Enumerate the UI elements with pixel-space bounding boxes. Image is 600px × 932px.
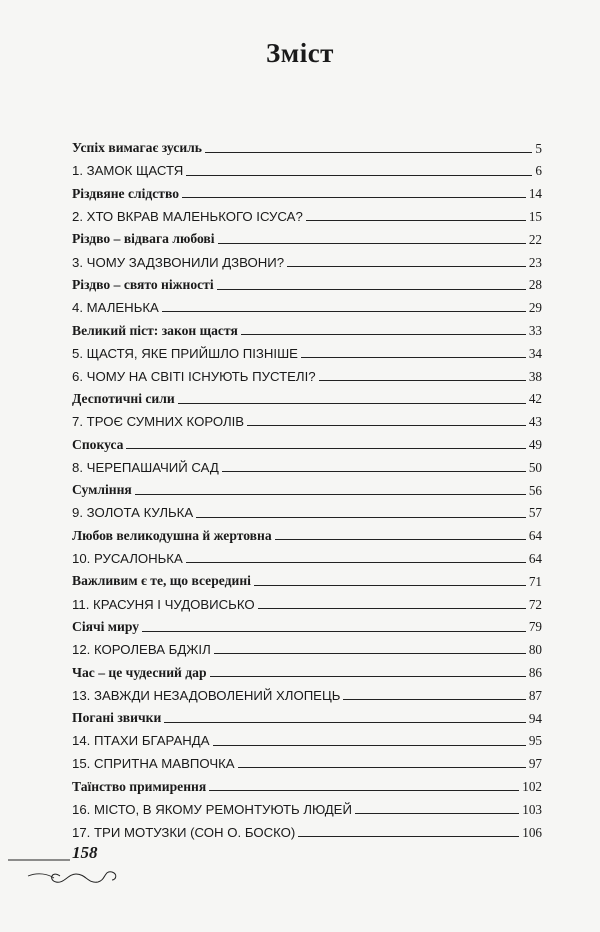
toc-entry-title: Великий піст: закон щастя [72, 322, 238, 338]
leader-line [287, 266, 526, 267]
toc-section-row [72, 269, 542, 292]
toc-story-row [72, 246, 542, 269]
leader-line [210, 676, 526, 677]
toc-section-row [72, 428, 542, 451]
toc-entry-title: 12. КОРОЛЕВА БДЖІЛ [72, 642, 211, 658]
toc-entry-title: Сумління [72, 482, 132, 498]
folio-ornament [8, 840, 128, 890]
toc-section-row [72, 132, 542, 155]
toc-entry-page: 15 [528, 208, 542, 224]
toc-entry-page: 64 [528, 550, 542, 566]
toc-entry-page: 57 [528, 505, 542, 521]
leader-line [196, 517, 526, 518]
toc-story-row [72, 360, 542, 383]
leader-line [301, 357, 526, 358]
leader-line [222, 471, 526, 472]
toc-story-row [72, 725, 542, 748]
toc-entry-page: 34 [528, 345, 542, 361]
toc-entry-page: 5 [535, 140, 542, 156]
toc-entry-title: Важливим є те, що всередині [72, 573, 251, 589]
leader-line [306, 220, 526, 221]
toc-entry-page: 95 [528, 733, 542, 749]
toc-section-row [72, 474, 542, 497]
leader-line [186, 562, 526, 563]
leader-line [142, 631, 526, 632]
toc-entry-title: Погані звички [72, 710, 162, 726]
toc-entry-page: 103 [522, 801, 542, 817]
toc-section-row [72, 314, 542, 337]
toc-entry-title: 17. ТРИ МОТУЗКИ (СОН О. БОСКО) [72, 824, 296, 840]
toc-story-row [72, 406, 542, 429]
toc-entry-title: 4. МАЛЕНЬКА [72, 300, 159, 316]
toc-entry-title: 8. ЧЕРЕПАШАЧИЙ САД [72, 459, 219, 475]
leader-line [355, 813, 519, 814]
toc-entry-title: Різдво – відвага любові [72, 231, 215, 247]
toc-entry-title: Час – це чудесний дар [72, 664, 207, 680]
toc-entry-title: 7. ТРОЄ СУМНИХ КОРОЛІВ [72, 414, 245, 430]
toc-entry-page: 56 [528, 482, 542, 498]
toc-entry-title: Спокуса [72, 436, 124, 452]
toc-story-row [72, 816, 542, 839]
toc-section-row [72, 565, 542, 588]
toc-entry-title: 3. ЧОМУ ЗАДЗВОНИЛИ ДЗВОНИ? [72, 254, 285, 270]
toc-story-row [72, 200, 542, 223]
table-of-contents [72, 132, 542, 839]
toc-entry-title: 10. РУСАЛОНЬКА [72, 550, 183, 566]
toc-entry-page: 87 [528, 687, 542, 703]
leader-line [182, 197, 526, 198]
leader-line [214, 653, 526, 654]
toc-story-row [72, 588, 542, 611]
toc-story-row [72, 748, 542, 771]
toc-entry-page: 50 [528, 459, 542, 475]
toc-entry-page: 106 [522, 824, 542, 840]
leader-line [217, 289, 526, 290]
toc-entry-title: Різдвяне слідство [72, 185, 180, 201]
toc-entry-title: 13. ЗАВЖДИ НЕЗАДОВОЛЕНИЙ ХЛОПЕЦЬ [72, 687, 341, 703]
leader-line [135, 494, 526, 495]
leader-line [343, 699, 525, 700]
toc-entry-title: 6. ЧОМУ НА СВІТІ ІСНУЮТЬ ПУСТЕЛІ? [72, 368, 316, 384]
leader-line [241, 334, 526, 335]
toc-entry-page: 86 [528, 664, 542, 680]
toc-story-row [72, 451, 542, 474]
toc-entry-title: 15. СПРИТНА МАВПОЧКА [72, 756, 235, 772]
toc-entry-page: 71 [528, 573, 542, 589]
toc-section-row [72, 520, 542, 543]
leader-line [254, 585, 526, 586]
toc-story-row [72, 679, 542, 702]
toc-entry-page: 79 [528, 619, 542, 635]
toc-entry-title: 1. ЗАМОК ЩАСТЯ [72, 163, 184, 179]
toc-entry-page: 22 [528, 231, 542, 247]
toc-entry-title: Любов великодушна й жертовна [72, 527, 272, 543]
leader-line [205, 152, 532, 153]
toc-entry-title: Деспотичні сили [72, 390, 175, 406]
toc-entry-title: Успіх вимагає зусиль [72, 140, 202, 156]
toc-entry-page: 33 [528, 322, 542, 338]
toc-entry-page: 94 [528, 710, 542, 726]
toc-story-row [72, 793, 542, 816]
toc-entry-page: 64 [528, 528, 542, 544]
toc-entry-title: 9. ЗОЛОТА КУЛЬКА [72, 505, 194, 521]
page-number: 158 [72, 843, 98, 862]
toc-entry-page: 80 [528, 642, 542, 658]
toc-entry-title: Таїнство примирення [72, 778, 207, 794]
leader-line [319, 380, 526, 381]
toc-section-row [72, 383, 542, 406]
toc-entry-page: 97 [528, 756, 542, 772]
toc-entry-page: 6 [535, 163, 542, 179]
toc-entry-page: 23 [528, 254, 542, 270]
toc-section-row [72, 178, 542, 201]
leader-line [275, 539, 526, 540]
leader-line [178, 403, 526, 404]
toc-entry-title: Сіячі миру [72, 618, 140, 634]
leader-line [298, 836, 519, 837]
toc-entry-page: 49 [528, 436, 542, 452]
leader-line [186, 175, 532, 176]
leader-line [213, 745, 526, 746]
leader-line [209, 790, 519, 791]
toc-story-row [72, 337, 542, 360]
page-title: Зміст [266, 38, 334, 68]
toc-entry-title: 5. ЩАСТЯ, ЯКЕ ПРИЙШЛО ПІЗНІШЕ [72, 345, 298, 361]
toc-section-row [72, 656, 542, 679]
toc-entry-page: 29 [528, 300, 542, 316]
leader-line [238, 767, 526, 768]
toc-section-row [72, 223, 542, 246]
toc-entry-page: 43 [528, 414, 542, 430]
toc-entry-title: Різдво – свято ніжності [72, 276, 214, 292]
toc-section-row [72, 770, 542, 793]
leader-line [126, 448, 525, 449]
toc-entry-page: 42 [528, 391, 542, 407]
toc-entry-title: 11. КРАСУНЯ І ЧУДОВИСЬКО [72, 596, 255, 612]
toc-entry-page: 38 [528, 368, 542, 384]
toc-section-row [72, 611, 542, 634]
leader-line [162, 311, 526, 312]
toc-entry-page: 14 [528, 186, 542, 202]
toc-entry-title: 2. ХТО ВКРАВ МАЛЕНЬКОГО ІСУСА? [72, 208, 303, 224]
folio-flourish [52, 872, 116, 883]
toc-story-row [72, 634, 542, 657]
toc-entry-page: 72 [528, 596, 542, 612]
toc-entry-title: 16. МІСТО, В ЯКОМУ РЕМОНТУЮТЬ ЛЮДЕЙ [72, 801, 352, 817]
toc-story-row [72, 497, 542, 520]
leader-line [164, 722, 525, 723]
toc-story-row [72, 542, 542, 565]
toc-entry-page: 102 [522, 778, 542, 794]
leader-line [218, 243, 526, 244]
leader-line [258, 608, 526, 609]
toc-entry-title: 14. ПТАХИ БГАРАНДА [72, 733, 210, 749]
leader-line [247, 425, 526, 426]
toc-story-row [72, 155, 542, 178]
toc-story-row [72, 292, 542, 315]
toc-entry-page: 28 [528, 277, 542, 293]
toc-section-row [72, 702, 542, 725]
